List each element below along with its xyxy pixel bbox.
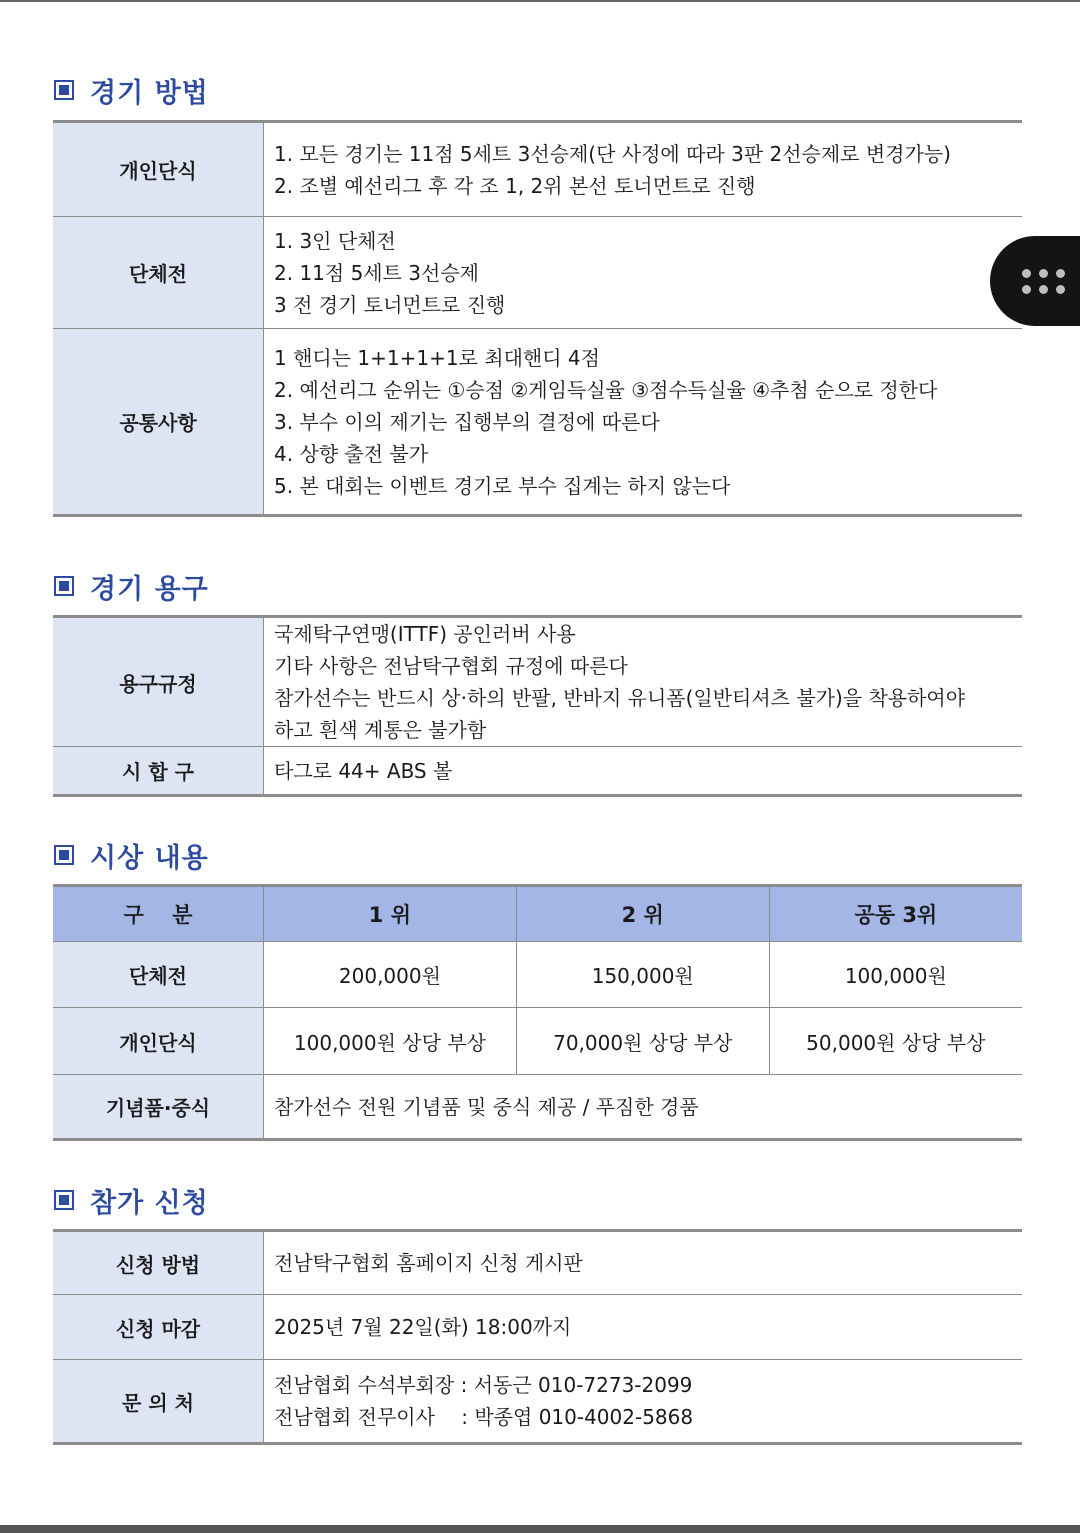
- row-label: 단체전: [53, 217, 264, 329]
- table-row: [53, 617, 1022, 747]
- bottom-bar: [0, 1525, 1080, 1533]
- table-row: [53, 122, 1022, 217]
- prize-cell: 100,000원: [769, 942, 1022, 1008]
- square-bullet-icon: [54, 1190, 74, 1210]
- awards-table: [53, 884, 1022, 1141]
- row-label: 신청 마감: [53, 1295, 264, 1360]
- table-row: [53, 1075, 1022, 1140]
- row-label: 공통사항: [53, 329, 264, 516]
- row-label: 문 의 처: [53, 1360, 264, 1444]
- row-label: 개인단식: [53, 1008, 264, 1075]
- section-title-apply: 참가 신청: [54, 1180, 209, 1220]
- row-label: 신청 방법: [53, 1231, 264, 1295]
- header-cell: 1 위: [264, 886, 517, 942]
- table-row: [53, 329, 1022, 516]
- square-bullet-icon: [54, 576, 74, 596]
- row-content: 참가선수 전원 기념품 및 중식 제공 / 푸짐한 경품: [264, 1075, 1023, 1140]
- table-row: [53, 1295, 1022, 1360]
- method-table: [53, 120, 1022, 517]
- row-label: 단체전: [53, 942, 264, 1008]
- header-row: [53, 886, 1022, 942]
- row-content: 2025년 7월 22일(화) 18:00까지: [264, 1295, 1023, 1360]
- table-row: [53, 747, 1022, 796]
- table-row: [53, 942, 1022, 1008]
- equipment-table: [53, 615, 1022, 797]
- row-content: 국제탁구연맹(ITTF) 공인러버 사용 기타 사항은 전남탁구협회 규정에 따른다 참가선수는 반드시 상·하의 반팔, 반바지 유니폼(일반티셔츠 불가)을 착용하여야 하고 흰색 계통은 불가함: [274, 622, 966, 742]
- header-cell: 2 위: [516, 886, 769, 942]
- row-content: 1 핸디는 1+1+1+1로 최대핸디 4점 2. 예선리그 순위는 ①승점 ②게임득실율 ③점수득실율 ④추첨 순으로 정한다 3. 부수 이의 제기는 집행부의 결정에 따른다 4. 상향 출전 불가 5. 본 대회는 이벤트 경기로 부수 집계는 하지 않는다: [264, 329, 1023, 516]
- prize-cell: 50,000원 상당 부상: [769, 1008, 1022, 1075]
- row-content: 타그로 44+ ABS 볼: [264, 747, 1023, 796]
- square-bullet-icon: [54, 845, 74, 865]
- section-title-method: 경기 방법: [54, 70, 209, 110]
- dots-grid-icon: [1022, 269, 1065, 294]
- row-label: 기념품·중식: [53, 1075, 264, 1140]
- top-divider: [0, 0, 1080, 2]
- square-bullet-icon: [54, 80, 74, 100]
- prize-cell: 200,000원: [264, 942, 517, 1008]
- prize-cell: 100,000원 상당 부상: [264, 1008, 517, 1075]
- table-row: [53, 217, 1022, 329]
- header-cell: 구 분: [53, 886, 264, 942]
- section-title-equipment: 경기 용구: [54, 566, 209, 606]
- prize-cell: 70,000원 상당 부상: [516, 1008, 769, 1075]
- floating-menu-button[interactable]: [990, 236, 1080, 326]
- row-content: 전남협회 수석부회장 : 서동근 010-7273-2099 전남협회 전무이사 : 박종엽 010-4002-5868: [264, 1360, 1023, 1444]
- table-row: [53, 1360, 1022, 1444]
- row-content: 1. 모든 경기는 11점 5세트 3선승제(단 사정에 따라 3판 2선승제로 변경가능) 2. 조별 예선리그 후 각 조 1, 2위 본선 토너먼트로 진행: [274, 141, 951, 198]
- row-content: 1. 3인 단체전 2. 11점 5세트 3선승제 3 전 경기 토너먼트로 진행: [264, 217, 1023, 329]
- row-label: 개인단식: [53, 122, 264, 217]
- section-title-awards: 시상 내용: [54, 835, 209, 875]
- row-label: 시 합 구: [53, 747, 264, 796]
- apply-table: [53, 1229, 1022, 1445]
- table-row: [53, 1008, 1022, 1075]
- prize-cell: 150,000원: [516, 942, 769, 1008]
- header-cell: 공동 3위: [769, 886, 1022, 942]
- row-content: 전남탁구협회 홈페이지 신청 게시판: [274, 1251, 583, 1275]
- table-row: [53, 1231, 1022, 1295]
- row-label: 용구규정: [53, 617, 264, 747]
